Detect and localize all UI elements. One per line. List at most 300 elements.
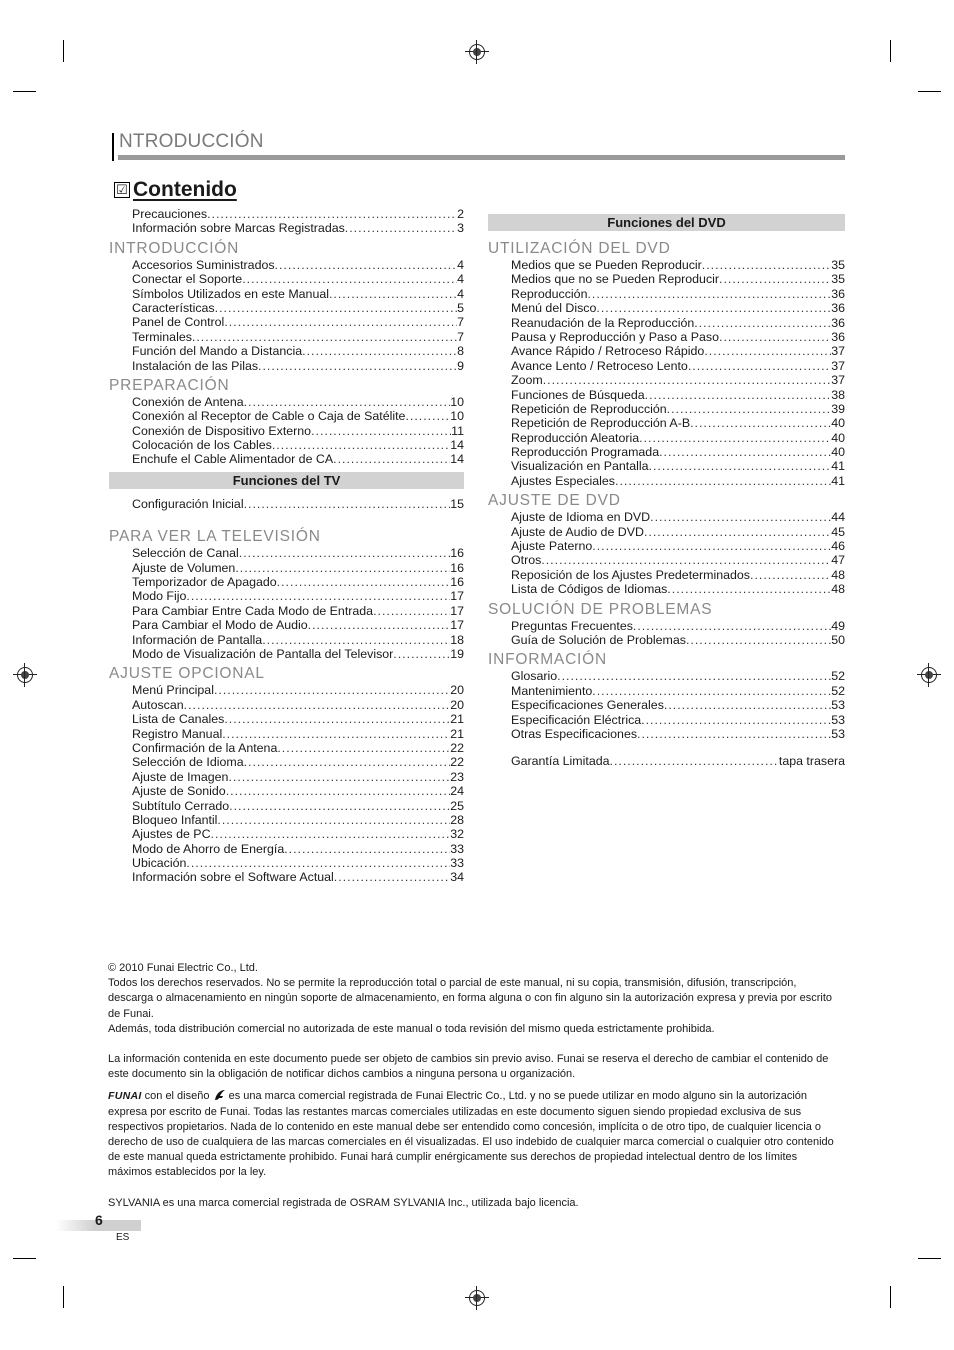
toc-dot-leader	[702, 258, 831, 272]
toc-entry[interactable]	[132, 827, 464, 841]
toc-page-number: 38	[831, 387, 845, 402]
toc-entry[interactable]	[132, 698, 464, 712]
toc-entry[interactable]	[132, 741, 464, 755]
toc-entry[interactable]	[511, 539, 845, 553]
toc-entry-title: Selección de Idioma	[132, 755, 244, 770]
toc-dot-leader	[311, 424, 451, 438]
toc-section-heading: UTILIZACIÓN DEL DVD	[488, 240, 671, 257]
toc-entry[interactable]	[132, 561, 464, 575]
toc-page-number: 40	[831, 416, 845, 431]
toc-entry-title: Información sobre el Software Actual	[132, 870, 334, 885]
toc-dot-leader	[750, 568, 831, 582]
toc-page-number: 18	[450, 632, 464, 647]
changes-paragraph: La información contenida en este documento puede ser objeto de cambios sin previo aviso. Funai se reserva el derecho de cambiar el contenido de este documento sin la obligación de notificar dichos cambios a ninguna persona u organización.	[108, 1053, 829, 1081]
toc-entry[interactable]	[132, 258, 464, 272]
toc-dot-leader	[186, 856, 450, 870]
toc-page-number: 15	[450, 496, 464, 511]
toc-entry[interactable]	[132, 813, 464, 827]
registration-mark-icon	[921, 667, 937, 683]
toc-page-number: 33	[450, 856, 464, 871]
toc-entry[interactable]	[132, 712, 464, 726]
toc-page-number: 53	[831, 712, 845, 727]
toc-entry[interactable]	[511, 474, 845, 488]
toc-section-heading: PREPARACIÓN	[109, 376, 230, 394]
toc-entry-title: Autoscan	[132, 697, 184, 712]
toc-page-number: 37	[831, 358, 845, 373]
toc-page-number: 39	[831, 401, 845, 416]
toc-page-number: 52	[831, 683, 845, 698]
toc-entry[interactable]	[511, 445, 845, 459]
toc-entry[interactable]	[511, 344, 845, 358]
toc-entry-title: Confirmación de la Antena	[132, 740, 278, 755]
toc-dot-leader	[242, 272, 457, 286]
toc-entry[interactable]	[511, 416, 845, 430]
section-header-accent	[112, 133, 114, 161]
toc-page-number: 35	[831, 258, 845, 272]
toc-entry-title: Selección de Canal	[132, 546, 239, 561]
toc-entry[interactable]	[511, 373, 845, 387]
toc-entry-title: Especificaciones Generales	[511, 698, 664, 713]
toc-entry[interactable]	[511, 359, 845, 373]
toc-entry-title: Ajuste de Idioma en DVD	[511, 510, 651, 525]
toc-entry-title: Modo Fijo	[132, 589, 187, 604]
toc-entry[interactable]	[132, 221, 464, 235]
toc-page-number: 4	[457, 272, 464, 287]
toc-page-number: 14	[450, 438, 464, 453]
toc-entry-title: Ajuste de Audio de DVD	[511, 524, 644, 539]
toc-page-number: 2	[457, 207, 464, 221]
toc-page-number: 37	[831, 373, 845, 388]
toc-entry[interactable]	[132, 438, 464, 452]
toc-entry[interactable]	[132, 207, 464, 221]
checkbox-icon: ☑	[114, 182, 130, 198]
toc-page-number: 17	[450, 589, 464, 604]
toc-page-number: 25	[450, 798, 464, 813]
toc-entry[interactable]	[132, 618, 464, 632]
toc-dot-leader	[277, 575, 451, 589]
toc-entry-title: Para Cambiar el Modo de Audio	[132, 618, 308, 633]
sylvania-paragraph: SYLVANIA es una marca comercial registrada de OSRAM SYLVANIA Inc., utilizada bajo licencia.	[108, 1196, 579, 1209]
crop-mark	[63, 40, 64, 62]
toc-page-number: 22	[450, 740, 464, 755]
toc-entry-title: Configuración Inicial	[132, 496, 244, 511]
crop-mark	[890, 40, 891, 62]
toc-dot-leader	[541, 553, 831, 567]
rights-paragraph: Todos los derechos reservados. No se permite la reproducción total o parcial de este manual, ni su copia, transmisión, difusión, transcripción, descarga o almacenamiento en ningún soporte de almacenamiento, en forma alguna o con fin alguno sin la autorización expresa y previa por escrito de Funai.	[108, 977, 832, 1020]
toc-entry-title: Ajuste Paterno	[511, 539, 593, 554]
toc-entry[interactable]	[132, 409, 464, 423]
toc-page-number: 4	[457, 286, 464, 301]
toc-entry-title: Otras Especificaciones	[511, 726, 638, 741]
toc-dot-leader	[596, 301, 831, 315]
toc-entry-title: Símbolos Utilizados en este Manual	[132, 286, 329, 301]
toc-entry-title: Reproducción Aleatoria	[511, 430, 640, 445]
toc-section-heading: AJUSTE OPCIONAL	[109, 665, 265, 683]
toc-entry[interactable]	[132, 272, 464, 286]
toc-dot-leader	[224, 712, 450, 726]
crop-mark	[918, 1258, 941, 1259]
toc-entry-title: Menú Principal	[132, 683, 214, 698]
toc-entry-title: Lista de Códigos de Idiomas	[511, 582, 668, 597]
toc-entry-title: Repetición de Reproducción	[511, 401, 667, 416]
toc-page-number: 11	[451, 423, 464, 438]
toc-category-band: Funciones del TV	[109, 472, 464, 489]
toc-entry-title: Conexión al Receptor de Cable o Caja de Satélite	[132, 409, 406, 424]
toc-page-number: 14	[450, 452, 464, 467]
toc-page-number: 41	[831, 473, 845, 488]
toc-entry-title: Ajuste de Sonido	[132, 784, 226, 799]
toc-dot-leader	[334, 870, 450, 884]
toc-dot-leader	[215, 301, 457, 315]
toc-page-number: 17	[450, 618, 464, 633]
toc-entry[interactable]	[511, 713, 845, 727]
section-header-rule	[118, 155, 845, 160]
toc-page-number: 36	[831, 329, 845, 344]
toc-entry-title: Zoom	[511, 373, 543, 388]
toc-page-number: 36	[831, 301, 845, 316]
toc-page-number: 9	[457, 358, 464, 373]
toc-dot-leader	[302, 344, 457, 358]
toc-page-number: 20	[450, 697, 464, 712]
toc-entry-title: Visualización en Pantalla	[511, 459, 649, 474]
toc-dot-leader	[207, 207, 457, 221]
toc-dot-leader	[592, 539, 831, 553]
toc-entry-title: Repetición de Reproducción A-B	[511, 416, 691, 431]
toc-entry[interactable]	[511, 431, 845, 445]
toc-dot-leader	[373, 604, 450, 618]
toc-spacer	[488, 741, 845, 754]
toc-dot-leader	[667, 402, 832, 416]
toc-entry[interactable]	[511, 510, 845, 524]
toc-entry[interactable]	[511, 553, 845, 567]
toc-page-number: 5	[457, 300, 464, 315]
toc-entry-title: Colocación de los Cables	[132, 438, 272, 453]
toc-entry[interactable]	[132, 633, 464, 647]
toc-entry[interactable]	[132, 330, 464, 344]
toc-dot-leader	[186, 589, 450, 603]
toc-dot-leader	[615, 474, 831, 488]
toc-entry[interactable]	[132, 315, 464, 329]
section-title: NTRODUCCIÓN	[119, 131, 264, 152]
toc-dot-leader	[258, 359, 457, 373]
toc-page-number: 7	[457, 315, 464, 330]
trademark-paragraph	[108, 1089, 843, 1180]
toc-category-band: Funciones del DVD	[488, 214, 845, 231]
toc-page-number: 36	[831, 315, 845, 330]
toc-page-number: 44	[831, 510, 845, 525]
toc-dot-leader	[610, 754, 779, 768]
toc-entry[interactable]	[511, 272, 845, 286]
toc-entry-title: Garantía Limitada	[511, 754, 610, 769]
toc-page-number: 32	[450, 827, 464, 842]
toc-dot-leader	[650, 510, 831, 524]
toc-entry-title: Registro Manual	[132, 726, 223, 741]
toc-dot-leader	[719, 330, 831, 344]
toc-page-number: 16	[450, 546, 464, 561]
toc-entry[interactable]	[132, 799, 464, 813]
toc-entry[interactable]	[132, 344, 464, 358]
toc-entry[interactable]	[132, 870, 464, 884]
toc-dot-leader	[704, 344, 831, 358]
toc-dot-leader	[543, 373, 832, 387]
toc-entry[interactable]	[511, 258, 845, 272]
toc-entry-title: Características	[132, 300, 215, 315]
toc-page-number: 3	[457, 221, 464, 236]
toc-entry[interactable]	[132, 395, 464, 409]
toc-page-number: 33	[450, 841, 464, 856]
toc-entry[interactable]	[132, 604, 464, 618]
registration-mark-icon	[469, 1290, 485, 1306]
toc-page-number: 48	[831, 567, 845, 582]
toc-dot-leader	[217, 813, 450, 827]
toc-page-number: 53	[831, 698, 845, 713]
toc-entry[interactable]	[511, 301, 845, 315]
toc-entry[interactable]	[132, 301, 464, 315]
toc-entry[interactable]	[511, 330, 845, 344]
toc-entry[interactable]	[132, 497, 464, 511]
toc-entry[interactable]	[511, 402, 845, 416]
toc-dot-leader	[272, 438, 450, 452]
toc-entry-title: Especificación Eléctrica	[511, 712, 642, 727]
toc-page-number: 35	[831, 272, 845, 287]
toc-entry-title: Información sobre Marcas Registradas	[132, 221, 345, 236]
toc-entry[interactable]	[511, 684, 845, 698]
toc-page-number: 41	[831, 459, 845, 474]
toc-section-heading: SOLUCIÓN DE PROBLEMAS	[488, 600, 713, 618]
registration-mark-icon	[469, 44, 485, 60]
toc-dot-leader	[239, 546, 450, 560]
toc-dot-leader	[184, 698, 451, 712]
toc-entry[interactable]	[132, 727, 464, 741]
toc-page-number: 21	[450, 712, 464, 727]
toc-dot-leader	[659, 445, 831, 459]
copyright-line: © 2010 Funai Electric Co., Ltd.	[108, 962, 258, 974]
toc-page-number: tapa trasera	[778, 754, 845, 769]
toc-entry-title: Menú del Disco	[511, 301, 597, 316]
toc-dot-leader	[192, 330, 457, 344]
toc-page-number: 16	[450, 560, 464, 575]
toc-entry-title: Reposición de los Ajustes Predeterminados	[511, 567, 750, 582]
toc-entry-title: Bloqueo Infantil	[132, 812, 218, 827]
toc-dot-leader	[644, 525, 831, 539]
trademark-mid-text: con el diseño	[141, 1090, 213, 1103]
toc-dot-leader	[244, 755, 451, 769]
toc-section-heading: AJUSTE DE DVD	[488, 492, 621, 510]
toc-entry-title: Instalación de las Pilas	[132, 358, 259, 373]
toc-entry-title: Función del Mando a Distancia	[132, 344, 303, 359]
toc-entry[interactable]	[132, 770, 464, 784]
toc-page-number: 22	[450, 755, 464, 770]
toc-dot-leader	[587, 287, 831, 301]
toc-dot-leader	[211, 827, 451, 841]
toc-entry-title: Precauciones	[132, 207, 208, 221]
toc-page-number: 53	[831, 726, 845, 741]
toc-entry-title: Ajuste de Volumen	[132, 560, 236, 575]
toc-entry-title: Para Cambiar Entre Cada Modo de Entrada	[132, 603, 374, 618]
toc-entry-title: Modo de Ahorro de Energía	[132, 841, 285, 856]
contents-title-text: Contenido	[133, 178, 237, 201]
toc-entry-title: Ubicación	[132, 856, 187, 871]
toc-entry-title: Panel de Control	[132, 315, 225, 330]
legal-notice	[108, 961, 843, 1211]
toc-entry-title: Avance Rápido / Retroceso Rápido	[511, 344, 705, 359]
toc-entry[interactable]	[511, 287, 845, 301]
toc-page-number: 49	[831, 618, 845, 633]
toc-entry-title: Otros	[511, 553, 542, 568]
toc-dot-leader	[229, 799, 450, 813]
toc-dot-leader	[345, 221, 457, 235]
toc-dot-leader	[719, 272, 831, 286]
toc-dot-leader	[275, 258, 458, 272]
toc-entry[interactable]	[132, 359, 464, 373]
toc-dot-leader	[405, 409, 450, 423]
toc-entry-title: Mantenimiento	[511, 683, 593, 698]
toc-entry-title: Medios que no se Pueden Reproducir	[511, 272, 720, 287]
toc-entry[interactable]	[511, 619, 845, 633]
toc-dot-leader	[639, 431, 831, 445]
toc-entry[interactable]	[132, 842, 464, 856]
toc-entry[interactable]	[511, 754, 845, 768]
toc-dot-leader	[645, 388, 832, 402]
toc-entry[interactable]	[132, 424, 464, 438]
toc-entry[interactable]	[132, 287, 464, 301]
toc-dot-leader	[686, 633, 831, 647]
toc-dot-leader	[393, 647, 450, 661]
toc-dot-leader	[262, 633, 450, 647]
toc-entry-title: Funciones de Búsqueda	[511, 387, 645, 402]
crop-mark	[13, 91, 36, 92]
toc-entry[interactable]	[511, 669, 845, 683]
toc-page-number: 37	[831, 344, 845, 359]
toc-entry[interactable]	[511, 525, 845, 539]
toc-entry[interactable]	[511, 727, 845, 741]
toc-entry[interactable]	[511, 388, 845, 402]
toc-page-number: 7	[457, 329, 464, 344]
toc-left-column	[109, 207, 464, 885]
toc-entry-title: Glosario	[511, 669, 558, 684]
toc-dot-leader	[664, 698, 831, 712]
toc-entry-title: Conexión de Dispositivo Externo	[132, 423, 312, 438]
toc-dot-leader	[637, 727, 831, 741]
toc-entry-title: Conectar el Soporte	[132, 272, 243, 287]
toc-page-number: 48	[831, 582, 845, 597]
toc-entry[interactable]	[511, 582, 845, 596]
toc-entry-title: Conexión de Antena	[132, 394, 244, 409]
toc-page-number: 20	[450, 683, 464, 698]
toc-dot-leader	[667, 582, 831, 596]
toc-dot-leader	[557, 669, 831, 683]
toc-dot-leader	[284, 842, 450, 856]
language-code: ES	[116, 1232, 130, 1243]
toc-dot-leader	[214, 683, 450, 697]
toc-entry[interactable]	[132, 452, 464, 466]
contents-title	[114, 178, 237, 202]
toc-entry-title: Ajustes de PC	[132, 827, 211, 842]
crop-mark	[890, 1286, 891, 1308]
toc-entry-title: Medios que se Pueden Reproducir	[511, 258, 702, 272]
section-header	[112, 130, 845, 160]
toc-page-number: 10	[450, 409, 464, 424]
toc-page-number: 4	[457, 257, 464, 272]
toc-page-number: 52	[831, 669, 845, 684]
distribution-paragraph: Además, toda distribución comercial no autorizada de este manual o toda revisión del mismo queda estrictamente prohibida.	[108, 1022, 715, 1035]
toc-entry[interactable]	[132, 647, 464, 661]
toc-entry-title: Reproducción	[511, 286, 588, 301]
toc-dot-leader	[690, 416, 831, 430]
toc-dot-leader	[235, 561, 450, 575]
toc-entry[interactable]	[132, 856, 464, 870]
toc-section-heading: PARA VER LA TELEVISIÓN	[109, 528, 321, 546]
toc-spacer	[109, 511, 464, 524]
toc-dot-leader	[641, 713, 831, 727]
toc-entry[interactable]	[132, 546, 464, 560]
toc-entry-title: Subtítulo Cerrado	[132, 798, 230, 813]
toc-entry[interactable]	[511, 633, 845, 647]
toc-page-number: 34	[450, 870, 464, 885]
toc-entry-title: Pausa y Reproducción y Paso a Paso	[511, 329, 720, 344]
toc-dot-leader	[694, 316, 831, 330]
toc-entry[interactable]	[511, 316, 845, 330]
toc-entry[interactable]	[511, 698, 845, 712]
toc-page-number: 24	[450, 784, 464, 799]
toc-page-number: 10	[450, 394, 464, 409]
toc-entry[interactable]	[132, 784, 464, 798]
toc-entry[interactable]	[511, 568, 845, 582]
toc-page-number: 16	[450, 575, 464, 590]
toc-dot-leader	[224, 315, 457, 329]
toc-dot-leader	[688, 359, 831, 373]
toc-entry-title: Modo de Visualización de Pantalla del Televisor	[132, 646, 394, 661]
toc-page-number: 45	[831, 524, 845, 539]
funai-design-icon	[213, 1089, 226, 1101]
toc-entry-title: Enchufe el Cable Alimentador de CA	[132, 452, 334, 467]
toc-dot-leader	[244, 497, 451, 511]
toc-entry[interactable]	[132, 755, 464, 769]
toc-page-number: 8	[457, 344, 464, 359]
toc-dot-leader	[244, 395, 451, 409]
toc-entry-title: Reproducción Programada	[511, 445, 660, 460]
page-number: 6	[95, 1212, 103, 1228]
toc-page-number: 50	[831, 632, 845, 647]
toc-entry-title: Temporizador de Apagado	[132, 575, 277, 590]
toc-entry-title: Ajustes Especiales	[511, 473, 615, 488]
toc-entry[interactable]	[132, 683, 464, 697]
toc-page-number: 40	[831, 430, 845, 445]
toc-dot-leader	[226, 784, 451, 798]
registration-mark-icon	[17, 667, 33, 683]
toc-page-number: 21	[450, 726, 464, 741]
toc-entry-title: Lista de Canales	[132, 712, 225, 727]
toc-page-number: 40	[831, 445, 845, 460]
toc-dot-leader	[633, 619, 831, 633]
toc-entry-title: Reanudación de la Reproducción	[511, 315, 695, 330]
toc-entry-title: Preguntas Frecuentes	[511, 618, 633, 633]
toc-entry[interactable]	[132, 575, 464, 589]
toc-entry-title: Guía de Solución de Problemas	[511, 632, 686, 647]
crop-mark	[63, 1286, 64, 1308]
toc-dot-leader	[592, 684, 831, 698]
toc-entry[interactable]	[511, 459, 845, 473]
crop-mark	[918, 91, 941, 92]
toc-entry-title: Terminales	[132, 329, 192, 344]
toc-page-number: 17	[450, 603, 464, 618]
toc-section-heading: INTRODUCCIÓN	[109, 239, 240, 257]
toc-page-number: 19	[450, 646, 464, 661]
toc-page-number: 36	[831, 286, 845, 301]
toc-entry[interactable]	[132, 589, 464, 603]
toc-right-column	[488, 209, 845, 769]
funai-logo: FUNAI	[108, 1090, 142, 1103]
